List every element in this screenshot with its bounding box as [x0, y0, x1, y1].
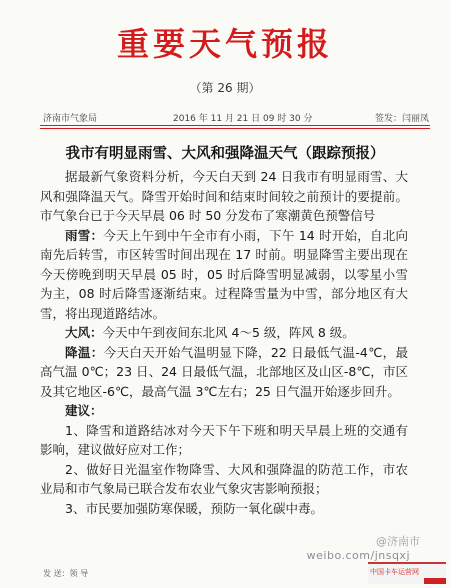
advice-label: 建议： — [65, 403, 103, 418]
wind-label: 大风： — [65, 325, 103, 340]
signer: 签发：闫丽凤 — [374, 114, 429, 124]
stamp-bar — [424, 578, 446, 584]
rain-snow-text: 今天上午到中午全市有小雨，下午 14 时开始，自北向南先后转雪，市区转雪时间出现在 17 时前。明显降雪主要出现在今天傍晚到明天早晨 05 时，05 时后降雪明显减弱，以零星小雪为主，08 时后降雪逐渐结束。过程降雪量为中雪，部分地区有大雪，将出现道路结冰。 — [40, 227, 408, 321]
cooling-text: 今天白天开始气温明显下降，22 日最低气温-4℃，最高气温 0℃；23 日、24 日最低气温，北部地区及山区-8℃，市区及其它地区-6℃，最高气温 3℃左右；25 日气温开始逐步回升。 — [40, 344, 408, 399]
issue-number: （第 26 期） — [189, 81, 261, 95]
forecast-body — [40, 167, 408, 518]
wind-paragraph — [40, 323, 408, 343]
intro-paragraph: 据最新气象资料分析，今天白天到 24 日我市有明显雨雪、大风和强降温天气。降雪开始时间和结束时间较之前预计的要提前。市气象台已于今天早晨 06 时 50 分发布了寒潮黄色预警信号 — [40, 169, 408, 223]
cooling-paragraph — [40, 343, 408, 402]
issuing-department: 济南市气象局 — [43, 114, 98, 124]
issued-timestamp: 2016 年 11 月 21 日 09 时 30 分 — [173, 114, 313, 124]
distribution-footer: 发 送：领 导 — [43, 569, 89, 578]
weibo-user-watermark: @济南市 — [376, 535, 420, 548]
advice-item: 3、市民要加强防寒保暖，预防一氧化碳中毒。 — [65, 500, 323, 516]
advice-item: 2、做好日光温室作物降雪、大风和强降温的防范工作，市农业局和市气象局已联合发布农业气象灾害影响预报； — [40, 461, 408, 496]
document-masthead: 重要天气预报 — [116, 25, 333, 63]
site-logo-stamp — [368, 562, 446, 584]
red-divider-bottom — [40, 128, 430, 129]
document-meta-line — [43, 111, 429, 125]
advice-item: 1、降雪和道路结冰对今天下午下班和明天早晨上班的交通有影响，建议做好应对工作； — [40, 422, 408, 457]
stamp-text: 中国卡车运营网 — [370, 568, 419, 576]
advice-heading — [40, 401, 408, 421]
rain-snow-paragraph — [40, 226, 408, 324]
wind-text: 今天中午到夜间东北风 4～5 级，阵风 8 级。 — [102, 325, 355, 340]
rain-snow-label: 雨雪： — [65, 227, 104, 243]
forecast-title: 我市有明显雨雪、大风和强降温天气（跟踪预报） — [65, 146, 385, 162]
red-divider-top — [40, 125, 430, 126]
cooling-label: 降温： — [65, 344, 104, 360]
weibo-url-watermark: weibo.com/jnsqxj — [306, 549, 410, 562]
